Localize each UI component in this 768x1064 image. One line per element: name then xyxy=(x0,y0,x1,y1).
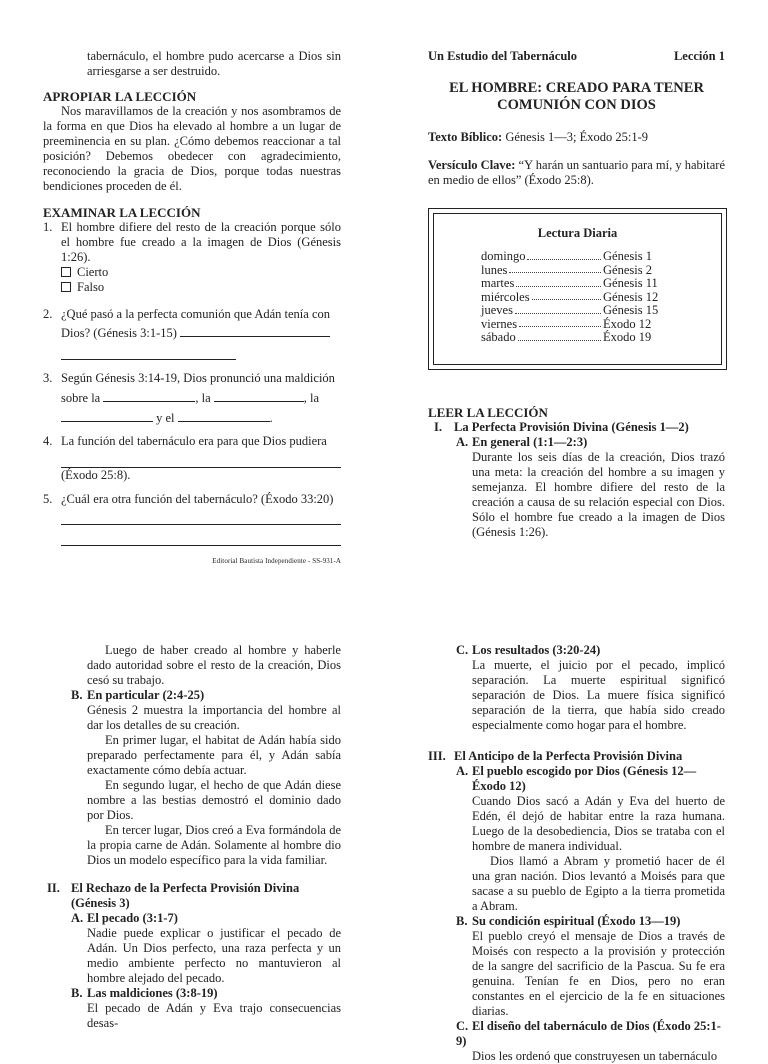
examinar-heading: EXAMINAR LA LECCIÓN xyxy=(43,205,201,220)
answer-line[interactable] xyxy=(61,525,341,546)
question-text: ¿Cuál era otra función del tabernáculo? (Éxodo 33:20) xyxy=(61,492,334,506)
subsection-IIB-title: B. Las maldiciones (3:8-19) xyxy=(71,986,218,1000)
dot-leader xyxy=(509,264,601,274)
leer-section xyxy=(428,405,725,540)
subsection-IB-title: B. En particular (2:4-25) xyxy=(71,688,205,702)
reading-day: martes xyxy=(481,276,515,290)
question-number: 5. xyxy=(43,492,53,506)
subsection-IA-text: Durante los seis días de la creación, Dios trazó una meta: la creación del hombre a su imagen y semejanza. El hombre difiere del resto de la creación a causa de su relación especial con Dios. Sólo el hombre fue creado a la imagen de Dios (Génesis 1:26). xyxy=(472,450,725,539)
paragraph: En segundo lugar, el hecho de que Adán diese nombre a las bestias demostró el dominio dado por Dios. xyxy=(87,778,341,822)
question-text: La función del tabernáculo era para que Dios pudiera xyxy=(61,434,327,448)
page2-right-column xyxy=(428,643,725,1064)
texto-biblico: Texto Bíblico: Génesis 1—3; Éxodo 25:1-9 xyxy=(428,130,649,144)
question-2 xyxy=(43,305,341,360)
lesson-title: EL HOMBRE: CREADO PARA TENER COMUNIÓN CON DIOS xyxy=(449,80,704,113)
daily-reading-row xyxy=(481,318,661,332)
dot-leader xyxy=(532,291,601,301)
page2-left-column xyxy=(43,643,341,1031)
dot-leader xyxy=(516,277,601,287)
footer-publisher: Editorial Bautista Independiente - SS-931-A xyxy=(212,557,341,565)
answer-blank[interactable] xyxy=(178,409,270,422)
answer-blank[interactable] xyxy=(214,389,304,402)
checkbox-icon[interactable] xyxy=(61,282,71,292)
reading-day: lunes xyxy=(481,262,508,277)
answer-blank[interactable] xyxy=(61,347,236,360)
checkbox-icon[interactable] xyxy=(61,267,71,277)
answer-blank[interactable] xyxy=(180,324,330,337)
question-5 xyxy=(43,492,341,546)
daily-reading-row xyxy=(481,277,661,291)
section-I-title: I. La Perfecta Provisión Divina (Génesis 1—2) xyxy=(434,420,689,434)
subsection-IIIA-title: A. El pueblo escogido por Dios (Génesis 12—Éxodo 12) xyxy=(456,764,697,793)
reading-reference: Éxodo 19 xyxy=(603,330,652,344)
reading-reference: Génesis 11 xyxy=(603,276,658,290)
reading-reference: Génesis 12 xyxy=(603,289,659,304)
reading-day: sábado xyxy=(481,330,516,344)
daily-reading-row xyxy=(481,264,661,278)
apropiar-text: Nos maravillamos de la creación y nos asombramos de la forma en que Dios ha elevado al hombre a un lugar de preeminencia en su plan. ¿Cómo debemos reaccionar a tal posición? Debemos obedecer con agradecimiento, reconociendo la gracia de Dios, porque todas nuestras bendiciones proceden de él. xyxy=(43,104,341,193)
page1-right-column xyxy=(428,49,725,188)
reading-reference: Éxodo 12 xyxy=(603,316,652,331)
paragraph: Génesis 2 muestra la importancia del hombre al dar los detalles de su creación. xyxy=(87,703,341,732)
paragraph: Dios llamó a Abram y prometió hacer de él una gran nación. Dios levantó a Moisés para que sacase a su pueblo de Egipto a la tierra prometida a Abram. xyxy=(472,854,725,913)
daily-reading-row xyxy=(481,331,661,345)
subsection-IIC-title: C. Los resultados (3:20-24) xyxy=(456,643,601,657)
daily-reading-row xyxy=(481,304,661,318)
apropiar-heading: APROPIAR LA LECCIÓN xyxy=(43,89,197,104)
section-III-title: III. El Anticipo de la Perfecta Provisión Divina xyxy=(428,749,683,763)
reading-reference: Génesis 2 xyxy=(603,262,652,277)
paragraph: En primer lugar, el habitat de Adán había sido preparado perfectamente para él, y Adán sabía exactamente cómo debía actuar. xyxy=(87,733,341,777)
answer-blank[interactable] xyxy=(61,409,153,422)
option-cierto[interactable]: Cierto xyxy=(61,265,341,280)
section-II-title: II. El Rechazo de la Perfecta Provisión Divina (Génesis 3) xyxy=(47,881,300,910)
subsection-IIA-title: A. El pecado (3:1-7) xyxy=(71,911,178,925)
question-number: 4. xyxy=(43,434,53,448)
subsection-IIB-text: El pecado de Adán y Eva trajo consecuencias desas- xyxy=(87,1001,341,1030)
reading-day: viernes xyxy=(481,316,518,331)
daily-reading-row xyxy=(481,291,661,305)
question-number: 1. xyxy=(43,220,53,234)
subsection-IIIC-text: Dios les ordenó que construyesen un tabernáculo xyxy=(472,1049,718,1063)
paragraph: Cuando Dios sacó a Adán y Eva del huerto de Edén, él dejó de habitar entre la raza humana. Luego de la desobediencia, Dios se trataba con el hombre de manera individual. xyxy=(472,794,725,853)
dot-leader xyxy=(515,304,601,314)
subsection-IIIC-title: C. El diseño del tabernáculo de Dios (Éxodo 25:1-9) xyxy=(456,1019,721,1048)
reading-day: jueves xyxy=(481,303,513,317)
header-lesson: Lección 1 xyxy=(673,49,725,63)
leer-heading: LEER LA LECCIÓN xyxy=(428,405,548,420)
page-header xyxy=(428,49,725,64)
subsection-IIA-text: Nadie puede explicar o justificar el pecado de Adán. Un Dios perfecto, una raza perfecta y un medio ambiente perfecto no mantuvieron al hombre alejado del pecado. xyxy=(87,926,341,985)
header-title: Un Estudio del Tabernáculo xyxy=(428,49,578,63)
reading-reference: Génesis 1 xyxy=(603,249,652,263)
versiculo-clave: Versículo Clave: “Y harán un santuario para mí, y habitaré en medio de ellos” (Éxodo 25:8). xyxy=(428,158,726,187)
dot-leader xyxy=(518,331,601,341)
reading-day: domingo xyxy=(481,249,526,263)
continuation-text: tabernáculo, el hombre pudo acercarse a Dios sin arriesgarse a ser destruido. xyxy=(87,49,341,78)
continuation-text: Luego de haber creado al hombre y haberle dado autoridad sobre el resto de la creación, Dios cesó su trabajo. xyxy=(87,643,341,687)
subsection-IIIB-text: El pueblo creyó el mensaje de Dios a través de Moisés con respecto a la provisión y protección de la sangre del sacrificio de la Pascua. Su fe era genuina. Tenían fe en Dios, pero no eran constantes en el ejercicio de la fe en situaciones diarias. xyxy=(472,929,725,1018)
subsection-IIC-text: La muerte, el juicio por el pecado, implicó separación. La muerte espiritual significó separación de Dios. La muere física significó separación de la tierra, que había sido creado especialmente como hogar para el hombre. xyxy=(472,658,725,732)
daily-reading-row xyxy=(481,250,661,264)
reading-day: miércoles xyxy=(481,289,530,304)
subsection-IA-title: A. En general (1:1—2:3) xyxy=(456,435,588,449)
question-4 xyxy=(43,434,341,483)
page1-left-column xyxy=(43,49,341,569)
paragraph: En tercer lugar, Dios creó a Eva formándola de la propia carne de Adán. Solamente al hombre dio Dios un modelo específico para la vida familiar. xyxy=(87,823,341,867)
question-number: 3. xyxy=(43,371,53,385)
answer-line[interactable] xyxy=(61,449,341,468)
subsection-IIIB-title: B. Su condición espiritual (Éxodo 13—19) xyxy=(456,914,681,928)
reading-reference: Génesis 15 xyxy=(603,303,659,317)
question-reference: (Éxodo 25:8). xyxy=(61,468,131,482)
question-number: 2. xyxy=(43,307,53,321)
dot-leader xyxy=(519,318,601,328)
question-text: El hombre difiere del resto de la creación porque sólo el hombre fue creado a la imagen de Dios (Génesis 1:26). xyxy=(61,220,341,264)
answer-blank[interactable] xyxy=(103,389,195,402)
question-1 xyxy=(43,220,341,295)
question-text: Según Génesis 3:14-19, Dios pronunció una maldición sobre la xyxy=(61,371,335,405)
question-text: ¿Qué pasó a la perfecta comunión que Adán tenía con Dios? (Génesis 3:1-15) xyxy=(61,307,330,340)
answer-line[interactable] xyxy=(61,507,341,525)
question-3: 3. Según Génesis 3:14-19, Dios pronunció una maldición sobre la , la , la y el . xyxy=(43,368,341,428)
option-falso[interactable]: Falso xyxy=(61,280,341,295)
daily-reading-title: Lectura Diaria xyxy=(537,226,618,240)
dot-leader xyxy=(527,250,601,260)
daily-reading-box xyxy=(428,208,727,370)
daily-reading-list xyxy=(434,250,721,345)
